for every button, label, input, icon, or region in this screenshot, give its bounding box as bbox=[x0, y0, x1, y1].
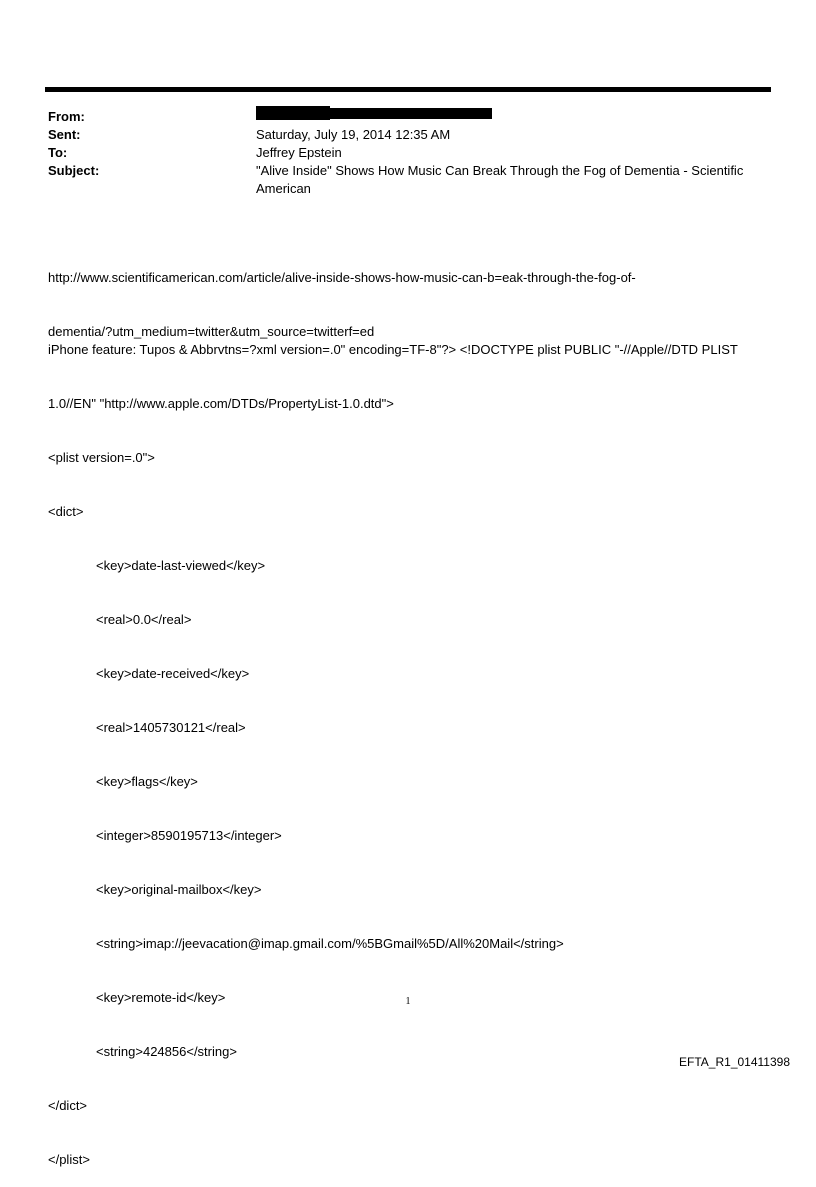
dict-entry: <real>1405730121</real> bbox=[96, 720, 246, 735]
dict-entry: <integer>8590195713</integer> bbox=[96, 828, 282, 843]
url-line: http://www.scientificamerican.com/article/alive-inside-shows-how-music-can-b=eak-through-the-fog-of- bbox=[48, 270, 636, 285]
redaction-bar bbox=[256, 106, 330, 120]
plist-block bbox=[48, 305, 770, 1187]
dict-entry: <key>original-mailbox</key> bbox=[96, 882, 262, 897]
subject-value: "Alive Inside" Shows How Music Can Break Through the Fog of Dementia - Scientific American bbox=[256, 163, 744, 196]
redaction-bar bbox=[330, 108, 492, 119]
dict-entry: <string>imap://jeevacation@imap.gmail.com/%5BGmail%5D/All%20Mail</string> bbox=[96, 936, 564, 951]
page-number: 1 bbox=[405, 996, 411, 1007]
plist-line: <dict> bbox=[48, 504, 84, 519]
plist-line: <plist version=.0"> bbox=[48, 450, 155, 465]
plist-line: 1.0//EN" "http://www.apple.com/DTDs/PropertyList-1.0.dtd"> bbox=[48, 396, 394, 411]
sent-row bbox=[48, 126, 770, 144]
subject-row bbox=[48, 162, 770, 198]
plist-line: </plist> bbox=[48, 1152, 90, 1167]
plist-line: </dict> bbox=[48, 1098, 88, 1113]
dict-entry: <key>flags</key> bbox=[96, 774, 198, 789]
header-divider bbox=[45, 87, 771, 92]
subject-label: Subject: bbox=[48, 163, 100, 178]
sent-value: Saturday, July 19, 2014 12:35 AM bbox=[256, 127, 451, 142]
dict-entry: <key>date-last-viewed</key> bbox=[96, 558, 266, 573]
sent-label: Sent: bbox=[48, 127, 81, 142]
from-label: From: bbox=[48, 109, 85, 124]
to-row bbox=[48, 144, 770, 162]
dict-entry: <real>0.0</real> bbox=[96, 612, 192, 627]
url-line: dementia/?utm_medium=twitter&utm_source=twitterf=ed bbox=[48, 324, 375, 339]
to-label: To: bbox=[48, 145, 68, 160]
dict-entry: <key>date-received</key> bbox=[96, 666, 250, 681]
plist-line: iPhone feature: Tupos & Abbrvtns=?xml version=.0" encoding=TF-8"?> <!DOCTYPE plist PUBLIC "-//Apple//DTD PLIST bbox=[48, 342, 738, 357]
bates-number: EFTA_R1_01411398 bbox=[679, 1055, 790, 1069]
dict-entry: <key>remote-id</key> bbox=[96, 990, 226, 1005]
from-value-redacted bbox=[256, 108, 770, 126]
from-row bbox=[48, 108, 770, 126]
to-value: Jeffrey Epstein bbox=[256, 145, 342, 160]
dict-entry: <string>424856</string> bbox=[96, 1044, 237, 1059]
email-header bbox=[48, 108, 770, 198]
